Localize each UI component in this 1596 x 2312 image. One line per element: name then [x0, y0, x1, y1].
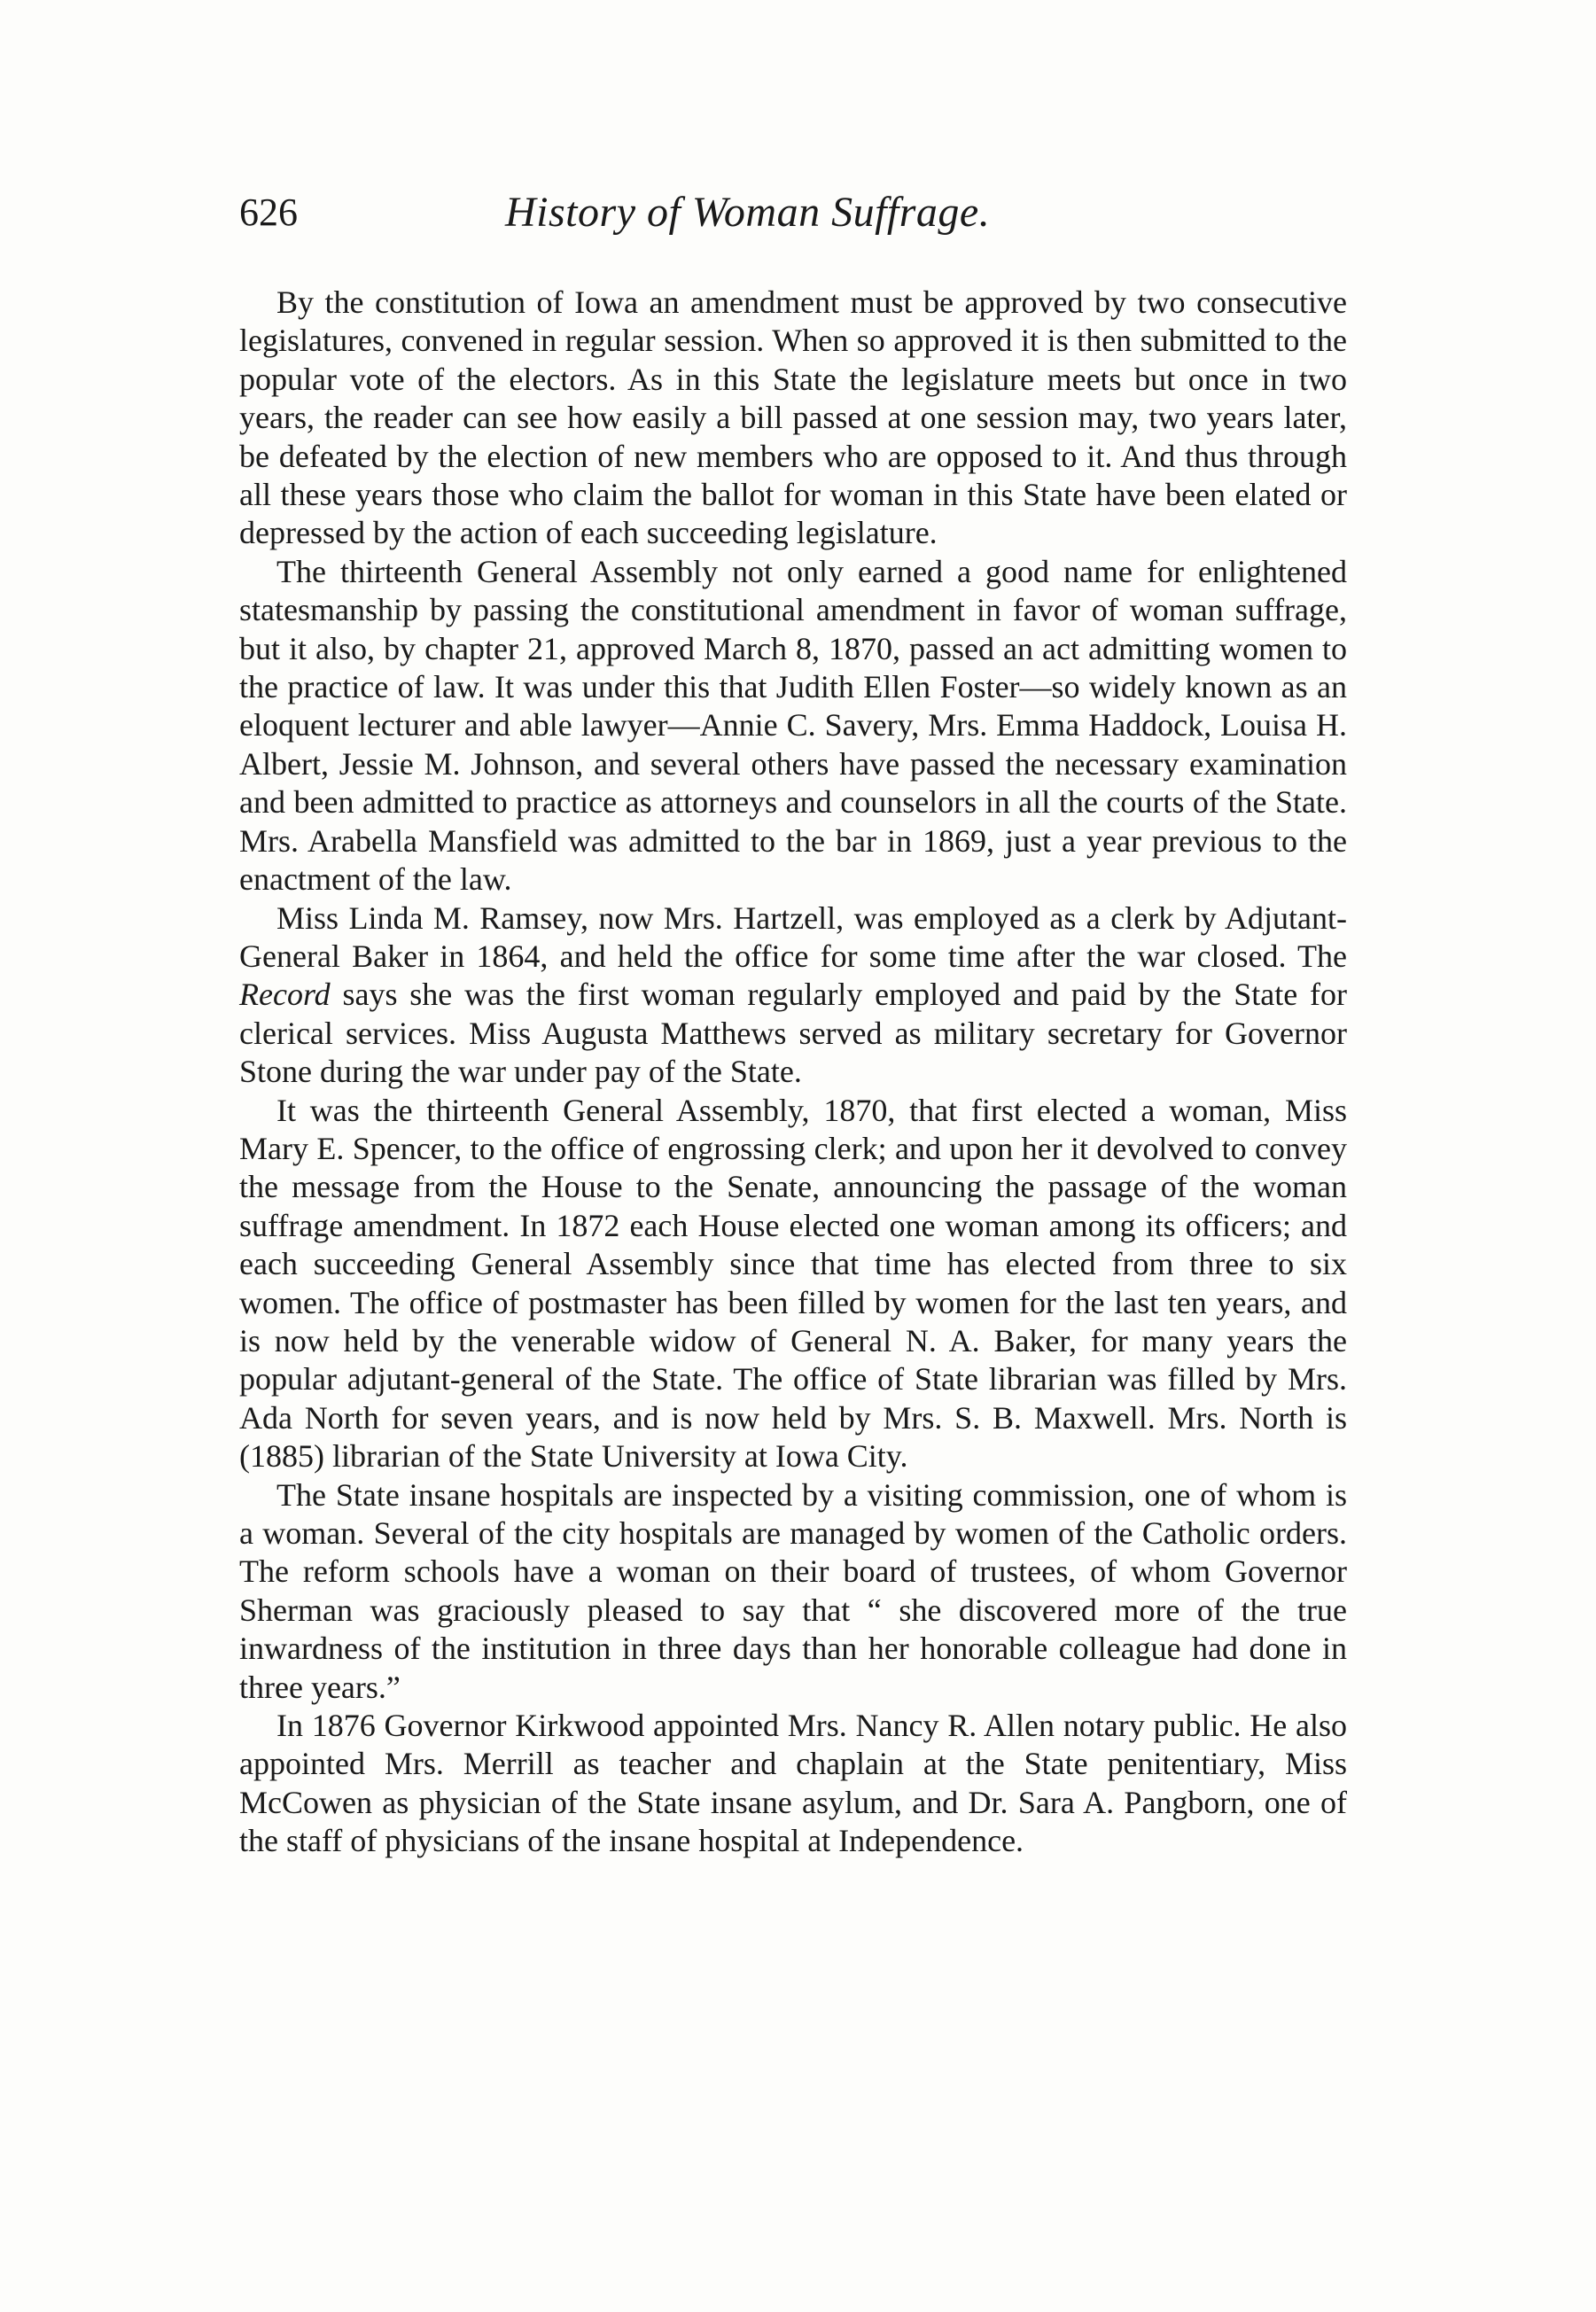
paragraph-thirteenth-assembly: The thirteenth General Assembly not only earned a good name for enlightened statesmanship by passing the constitutional amendment in favor of woman suffrage, but it also, by chapter 21, approved March 8, 1870, passed an act admitting women to the practice of law. It was under this that Judith Ellen Foster—so widely known as an eloquent lecturer and able lawyer—Annie C. Savery, Mrs. Emma Haddock, Louisa H. Albert, Jessie M. Johnson, and several others have passed the necessary examination and been admitted to practice as attorneys and counselors in all the courts of the State. Mrs. Arabella Mansfield was admitted to the bar in 1869, just a year previous to the enactment of the law.	[239, 553, 1347, 898]
paragraph-iowa-constitution: By the constitution of Iowa an amendment must be approved by two consecutive legislatures, convened in regular session. When so approved it is then submitted to the popular vote of the electors. As in this State the legislature meets but once in two years, the reader can see how easily a bill passed at one session may, two years later, be defeated by the election of new members who are opposed to it. And thus through all these years those who claim the ballot for woman in this State have been elated or depressed by the action of each succeeding legislature.	[239, 284, 1347, 551]
paragraph-notary-public: In 1876 Governor Kirkwood appointed Mrs. Nancy R. Allen notary public. He also appointed Mrs. Merrill as teacher and chaplain at the State penitentiary, Miss McCowen as physician of the State insane asylum, and Dr. Sara A. Pangborn, one of the staff of physicians of the insane hospital at Independence.	[239, 1708, 1347, 1859]
paragraph-insane-hospitals: The State insane hospitals are inspected by a visiting commission, one of whom is a woman. Several of the city hospitals are managed by women of the Catholic orders. The reform schools have a woman on their board of trustees, of whom Governor Sherman was graciously pleased to say that “ she discovered more of the true inwardness of the institution in three days than her honorable colleague had done in three years.”	[239, 1476, 1347, 1705]
paragraph-text-after: says she was the first woman regularly employed and paid by the State for clerical services. Miss Augusta Matthews served as military secretary for Governor Stone during the war under pay of the State.	[239, 977, 1347, 1090]
body-text	[239, 284, 1347, 1861]
paragraph-text-before: Miss Linda M. Ramsey, now Mrs. Hartzell, was employed as a clerk by Adjutant-General Baker in 1864, and held the office for some time after the war closed. The	[239, 899, 1347, 974]
paragraph-engrossing-clerk: It was the thirteenth General Assembly, 1870, that first elected a woman, Miss Mary E. Spencer, to the office of engrossing clerk; and upon her it devolved to convey the message from the House to the Senate, announcing the passage of the woman suffrage amendment. In 1872 each House elected one woman among its officers; and each succeeding General Assembly since that time has elected from three to six women. The office of postmaster has been filled by women for the last ten years, and is now held by the venerable widow of General N. A. Baker, for many years the popular adjutant-general of the State. The office of State librarian was filled by Mrs. Ada North for seven years, and is now held by Mrs. S. B. Maxwell. Mrs. North is (1885) librarian of the State University at Iowa City.	[239, 1092, 1347, 1475]
page-header	[239, 182, 1356, 244]
paragraph-linda-ramsey	[239, 899, 1347, 1092]
page-number: 626	[239, 191, 298, 234]
italic-record-title: Record	[239, 977, 331, 1013]
running-title: History of Woman Suffrage.	[505, 189, 991, 236]
